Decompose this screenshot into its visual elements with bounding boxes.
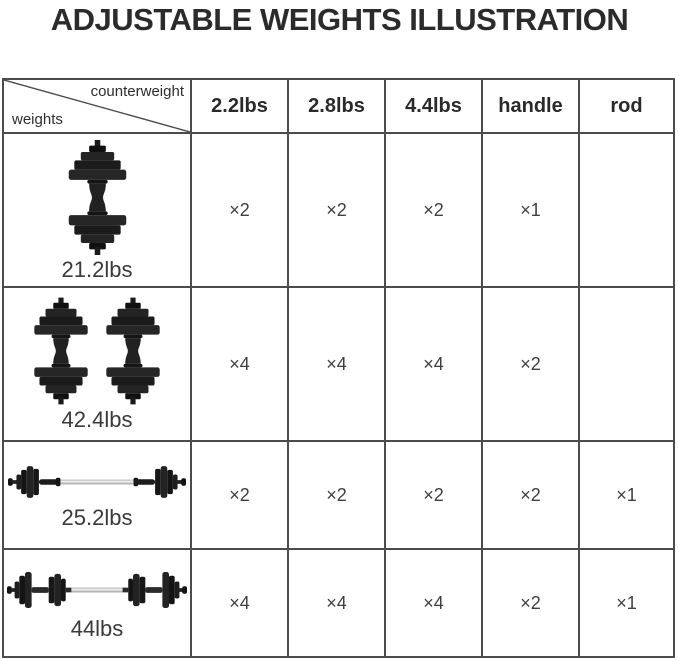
row-barbell-large-cell [4,550,190,656]
qty-cell: ×4 [192,288,287,440]
dumbbell-left-icon [30,297,92,405]
qty-cell: ×1 [483,134,578,286]
weight-label: 25.2lbs [61,505,133,530]
corner-label-counterweight: counterweight [90,83,184,100]
qty-cell: ×2 [483,550,578,656]
dumbbell-right-icon [102,297,164,405]
double-dumbbell-illustration [30,297,164,405]
column-header-rod: rod [580,80,673,132]
row-double-dumbbell-cell [4,288,190,440]
qty-cell: ×2 [386,134,481,286]
qty-cell: ×1 [580,442,673,548]
qty-cell: ×4 [289,288,384,440]
qty-cell [580,134,673,286]
weight-label: 42.4lbs [61,407,133,432]
column-header-handle: handle [483,80,578,132]
page-title: ADJUSTABLE WEIGHTS ILLUSTRATION [50,2,629,37]
qty-cell: ×2 [483,288,578,440]
qty-cell: ×4 [386,288,481,440]
barbell-small-illustration [8,461,186,503]
corner-label-weights: weights [12,111,63,128]
weight-label: 21.2lbs [61,256,133,282]
qty-cell: ×2 [386,442,481,548]
qty-cell: ×4 [289,550,384,656]
qty-cell: ×2 [289,134,384,286]
qty-cell: ×2 [192,442,287,548]
column-header-2-2lbs: 2.2lbs [192,80,287,132]
qty-cell: ×2 [483,442,578,548]
qty-cell: ×2 [289,442,384,548]
qty-cell: ×4 [192,550,287,656]
table-corner-cell [4,80,190,132]
row-single-dumbbell-cell [4,134,190,286]
column-header-2-8lbs: 2.8lbs [289,80,384,132]
single-dumbbell-illustration [64,140,131,255]
column-header-4-4lbs: 4.4lbs [386,80,481,132]
weights-table [2,78,675,658]
row-barbell-small-cell [4,442,190,548]
barbell-large-illustration [7,566,187,614]
qty-cell [580,288,673,440]
weight-label: 44lbs [70,616,124,641]
qty-cell: ×1 [580,550,673,656]
qty-cell: ×4 [386,550,481,656]
qty-cell: ×2 [192,134,287,286]
